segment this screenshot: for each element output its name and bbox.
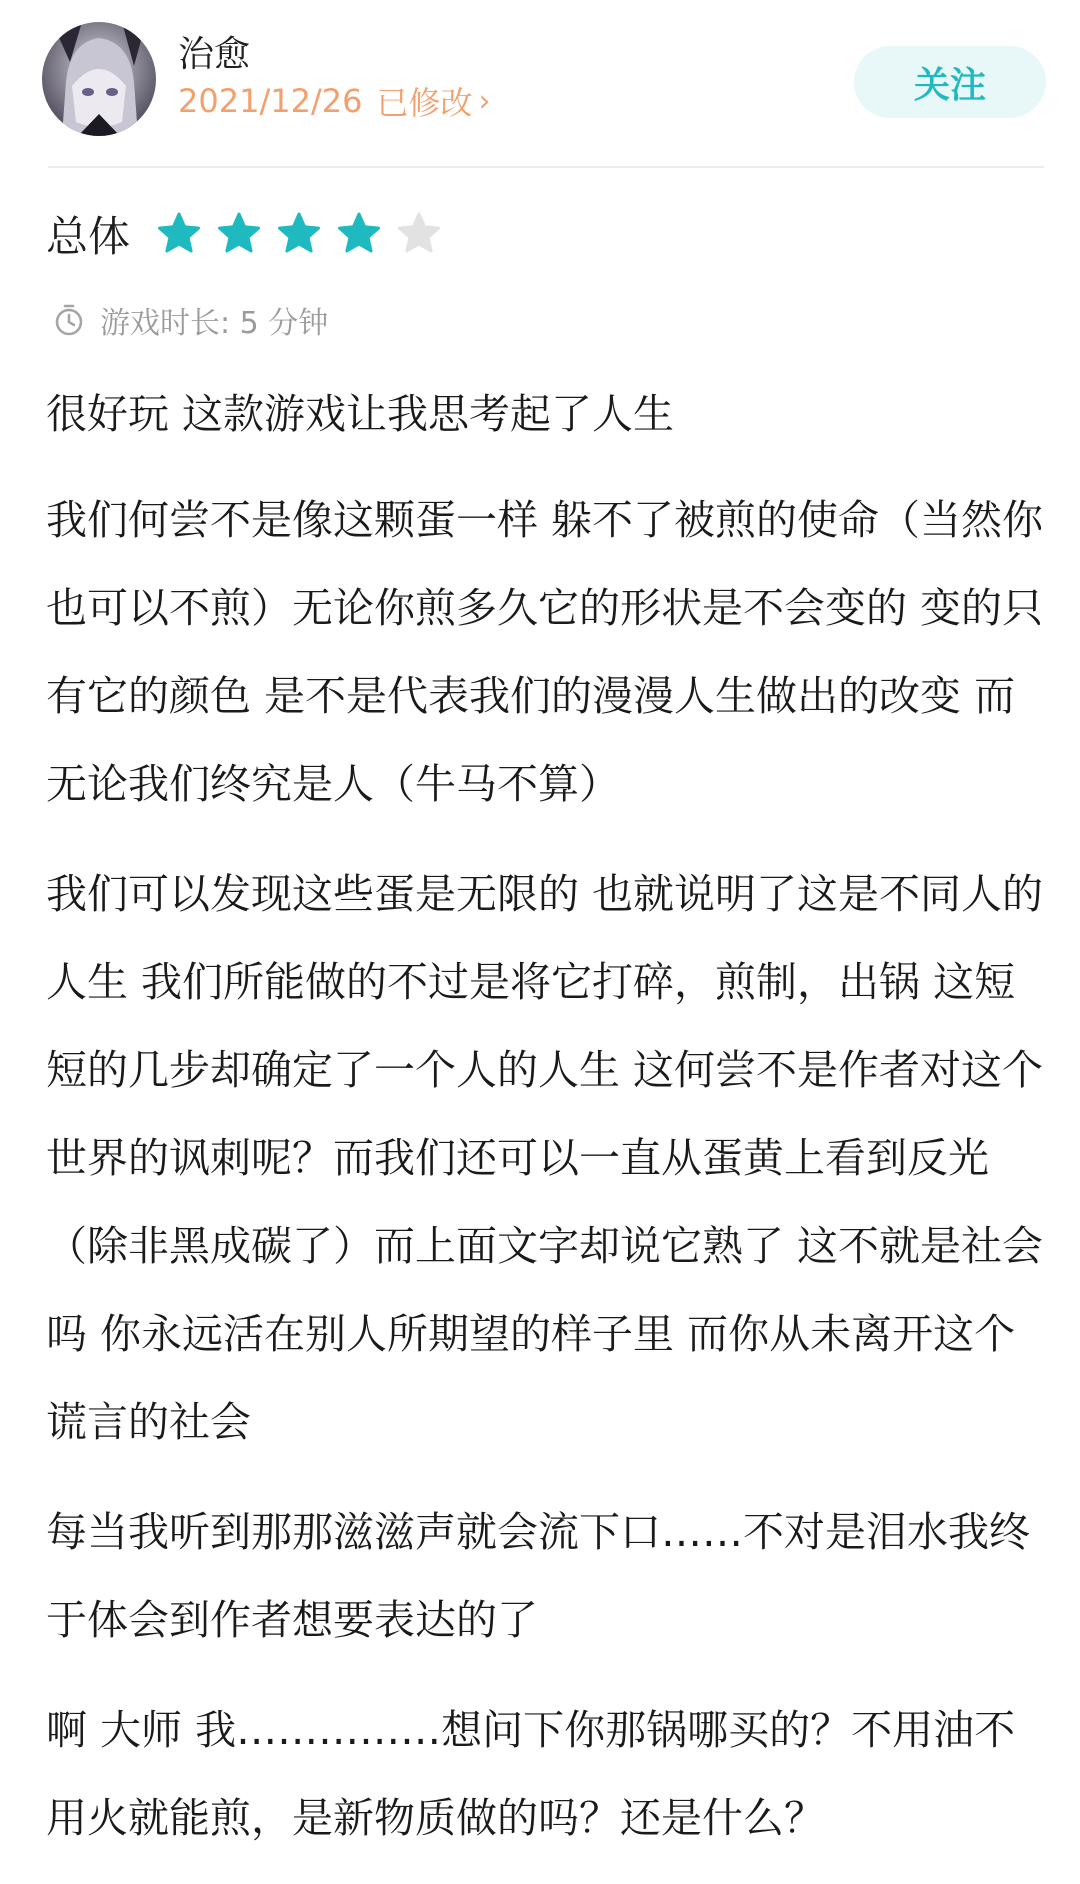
clock-icon bbox=[52, 303, 86, 337]
avatar-image bbox=[42, 22, 156, 136]
playtime-text: 游戏时长: 5 分钟 bbox=[100, 306, 329, 341]
star-filled-icon bbox=[156, 211, 202, 257]
review-body bbox=[46, 370, 1046, 1884]
post-date: 2021/12/26 bbox=[178, 82, 363, 120]
edited-label: 已修改 bbox=[376, 84, 473, 122]
review-paragraph: 每当我听到那那滋滋声就会流下口……不对是泪水我终于体会到作者想要表达的了 bbox=[46, 1508, 1030, 1644]
playtime-row bbox=[52, 298, 328, 342]
star-filled-icon bbox=[336, 211, 382, 257]
review-paragraph: 我们何尝不是像这颗蛋一样 躲不了被煎的使命（当然你也可以不煎）无论你煎多久它的形状是不会变的 变的只有它的颜色 是不是代表我们的漫漫人生做出的改变 而无论我们终究是人（牛马不算） bbox=[46, 496, 1044, 808]
post-meta[interactable] bbox=[178, 78, 490, 124]
chevron-right-icon: › bbox=[478, 83, 491, 119]
star-filled-icon bbox=[276, 211, 322, 257]
star-rating bbox=[156, 211, 456, 257]
divider bbox=[48, 166, 1044, 168]
star-filled-icon bbox=[216, 211, 262, 257]
review-header bbox=[0, 0, 1080, 165]
rating-row bbox=[46, 204, 456, 264]
review-paragraph: 啊 大师 我……………想问下你那锅哪买的？不用油不用火就能煎，是新物质做的吗？还是什么？ bbox=[46, 1706, 1016, 1842]
review-paragraph: 我们可以发现这些蛋是无限的 也就说明了这是不同人的人生 我们所能做的不过是将它打碎，煎制，出锅 这短短的几步却确定了一个人的人生 这何尝不是作者对这个世界的讽刺呢？而我们还可以一直从蛋黄上看到反光（除非黑成碳了）而上面文字却说它熟了 这不就是社会吗 你永远活在别人所期望的样子里 而你从未离开这个谎言的社会 bbox=[46, 870, 1044, 1446]
avatar[interactable] bbox=[42, 22, 156, 136]
username[interactable]: 治愈 bbox=[178, 34, 251, 75]
rating-label: 总体 bbox=[46, 212, 131, 261]
review-paragraph: 很好玩 这款游戏让我思考起了人生 bbox=[46, 390, 675, 438]
follow-button[interactable]: 关注 bbox=[854, 46, 1046, 118]
star-empty-icon bbox=[396, 211, 442, 257]
